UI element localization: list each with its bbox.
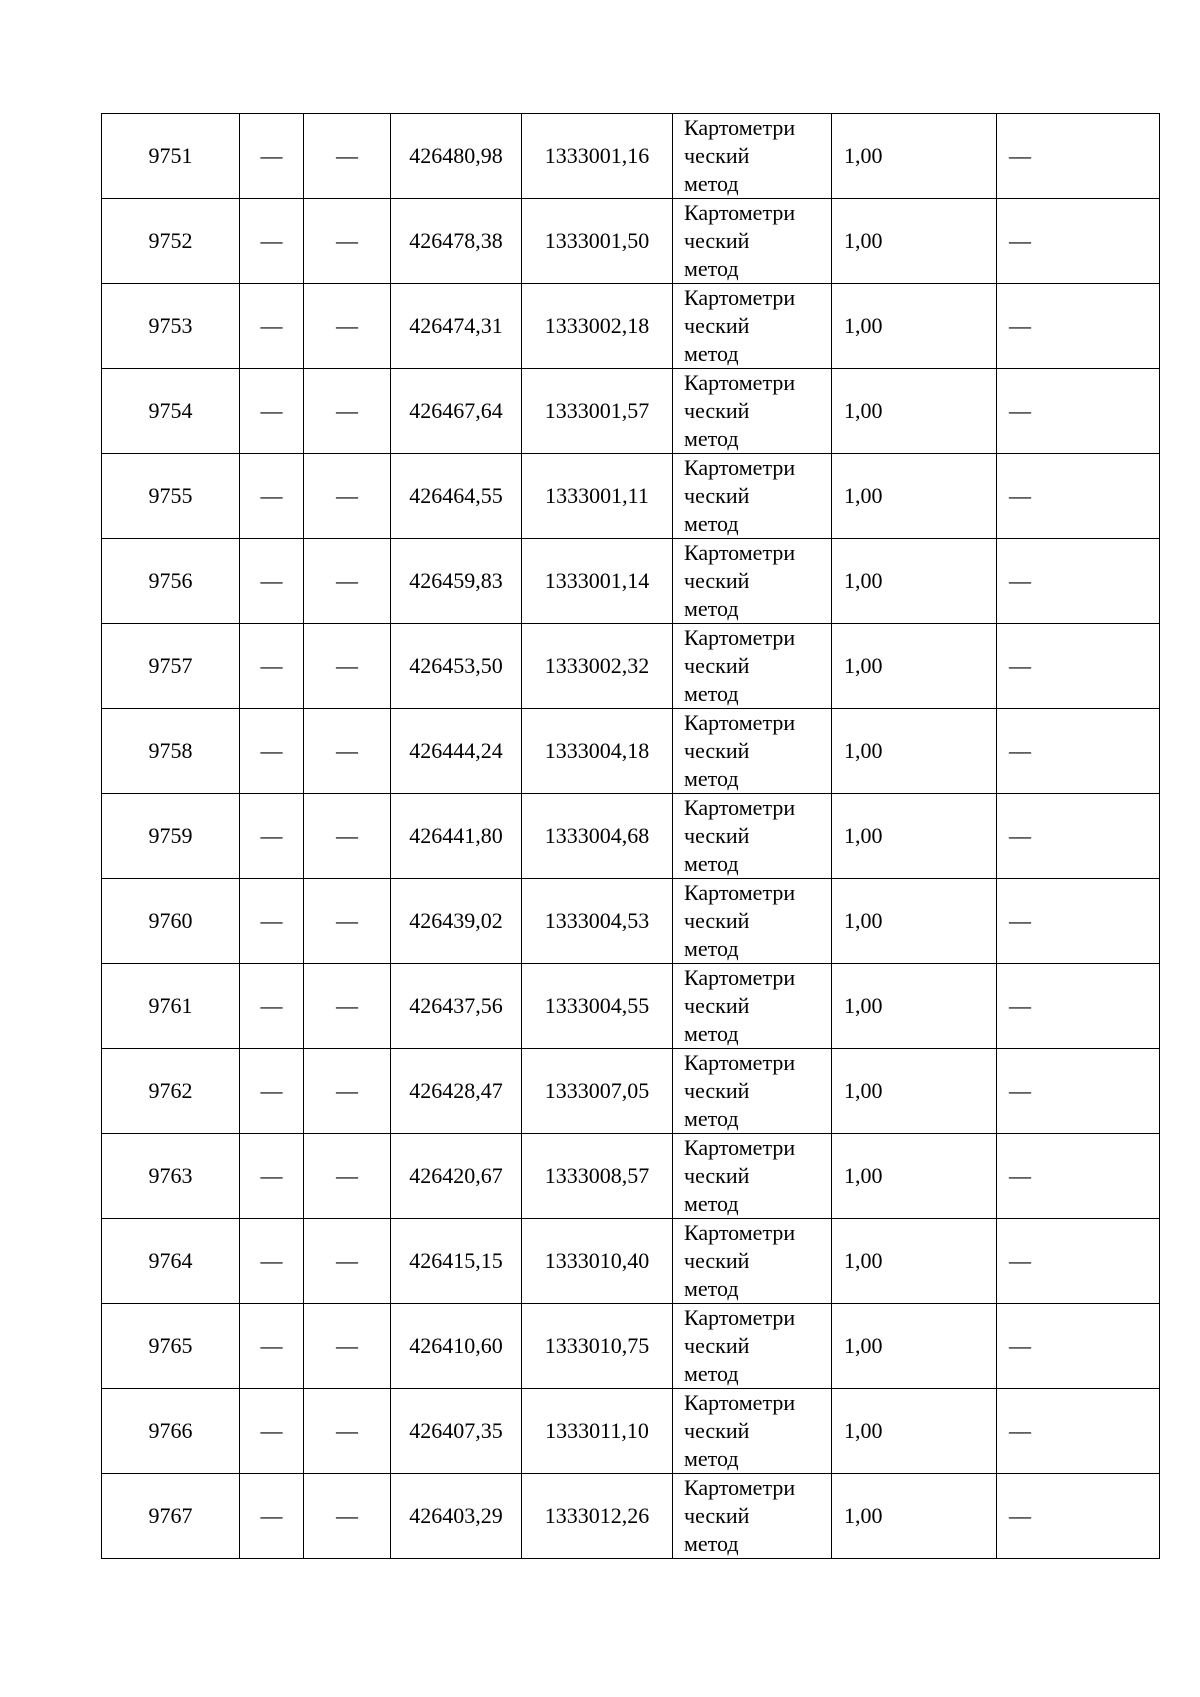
method-text-line: метод [684,1276,739,1301]
empty-value-cell: — [304,879,391,964]
point-number-cell: 9766 [102,1389,240,1474]
point-number-cell: 9763 [102,1134,240,1219]
empty-value-cell: — [304,539,391,624]
point-number-cell: 9761 [102,964,240,1049]
method-cell [673,1134,832,1219]
y-coordinate-cell: 1333002,18 [522,284,673,369]
method-text-line: Картометри [684,1305,796,1330]
x-coordinate-cell: 426444,24 [391,709,522,794]
empty-value-cell: — [997,879,1160,964]
method-text-line: ческий [684,143,750,168]
empty-value-cell: — [997,1049,1160,1134]
accuracy-cell: 1,00 [832,794,997,879]
method-cell [673,794,832,879]
accuracy-cell: 1,00 [832,114,997,199]
method-text-line: Картометри [684,285,796,310]
method-cell [673,114,832,199]
empty-value-cell: — [304,709,391,794]
x-coordinate-cell: 426467,64 [391,369,522,454]
empty-value-cell: — [304,114,391,199]
x-coordinate-cell: 426410,60 [391,1304,522,1389]
table-body [102,114,1160,1559]
empty-value-cell: — [304,1134,391,1219]
y-coordinate-cell: 1333008,57 [522,1134,673,1219]
y-coordinate-cell: 1333004,55 [522,964,673,1049]
accuracy-cell: 1,00 [832,1389,997,1474]
empty-value-cell: — [997,1389,1160,1474]
empty-value-cell: — [304,1474,391,1559]
y-coordinate-cell: 1333010,75 [522,1304,673,1389]
method-text-line: Картометри [684,455,796,480]
method-text-line: ческий [684,1078,750,1103]
point-number-cell: 9758 [102,709,240,794]
table-row [102,199,1160,284]
empty-value-cell: — [997,624,1160,709]
accuracy-cell: 1,00 [832,879,997,964]
table-row [102,454,1160,539]
method-text-line: ческий [684,1418,750,1443]
y-coordinate-cell: 1333001,16 [522,114,673,199]
table-row [102,284,1160,369]
x-coordinate-cell: 426415,15 [391,1219,522,1304]
method-cell [673,1389,832,1474]
point-number-cell: 9753 [102,284,240,369]
x-coordinate-cell: 426453,50 [391,624,522,709]
method-text-line: метод [684,256,739,281]
method-text-line: Картометри [684,370,796,395]
empty-value-cell: — [240,1134,304,1219]
point-number-cell: 9757 [102,624,240,709]
point-number-cell: 9767 [102,1474,240,1559]
method-cell [673,879,832,964]
empty-value-cell: — [240,1219,304,1304]
empty-value-cell: — [997,199,1160,284]
y-coordinate-cell: 1333001,50 [522,199,673,284]
method-text-line: ческий [684,1333,750,1358]
method-text-line: ческий [684,228,750,253]
method-text-line: метод [684,426,739,451]
empty-value-cell: — [240,1474,304,1559]
empty-value-cell: — [240,1304,304,1389]
x-coordinate-cell: 426439,02 [391,879,522,964]
method-cell [673,1219,832,1304]
table-row [102,539,1160,624]
empty-value-cell: — [997,539,1160,624]
method-text-line: Картометри [684,1050,796,1075]
empty-value-cell: — [997,709,1160,794]
empty-value-cell: — [997,284,1160,369]
table-row [102,879,1160,964]
empty-value-cell: — [997,1219,1160,1304]
method-text-line: Картометри [684,540,796,565]
x-coordinate-cell: 426403,29 [391,1474,522,1559]
empty-value-cell: — [304,1389,391,1474]
method-cell [673,539,832,624]
empty-value-cell: — [997,1474,1160,1559]
accuracy-cell: 1,00 [832,199,997,284]
table-row [102,114,1160,199]
accuracy-cell: 1,00 [832,964,997,1049]
y-coordinate-cell: 1333012,26 [522,1474,673,1559]
method-text-line: Картометри [684,115,796,140]
x-coordinate-cell: 426407,35 [391,1389,522,1474]
empty-value-cell: — [240,964,304,1049]
x-coordinate-cell: 426420,67 [391,1134,522,1219]
empty-value-cell: — [304,1049,391,1134]
method-cell [673,1049,832,1134]
table-row [102,709,1160,794]
table-row [102,1219,1160,1304]
table-row [102,1304,1160,1389]
empty-value-cell: — [997,369,1160,454]
empty-value-cell: — [304,624,391,709]
point-number-cell: 9754 [102,369,240,454]
empty-value-cell: — [304,284,391,369]
accuracy-cell: 1,00 [832,369,997,454]
empty-value-cell: — [240,709,304,794]
accuracy-cell: 1,00 [832,1219,997,1304]
y-coordinate-cell: 1333011,10 [522,1389,673,1474]
method-text-line: ческий [684,908,750,933]
accuracy-cell: 1,00 [832,709,997,794]
accuracy-cell: 1,00 [832,539,997,624]
y-coordinate-cell: 1333007,05 [522,1049,673,1134]
method-text-line: метод [684,1531,739,1556]
empty-value-cell: — [240,284,304,369]
point-number-cell: 9764 [102,1219,240,1304]
empty-value-cell: — [304,199,391,284]
y-coordinate-cell: 1333001,14 [522,539,673,624]
method-text-line: ческий [684,313,750,338]
method-text-line: метод [684,596,739,621]
x-coordinate-cell: 426474,31 [391,284,522,369]
coordinates-table [101,113,1160,1559]
method-text-line: метод [684,1446,739,1471]
method-text-line: Картометри [684,625,796,650]
method-text-line: ческий [684,1503,750,1528]
method-text-line: метод [684,1361,739,1386]
table-row [102,1389,1160,1474]
empty-value-cell: — [304,1219,391,1304]
y-coordinate-cell: 1333001,57 [522,369,673,454]
method-text-line: Картометри [684,1135,796,1160]
empty-value-cell: — [240,369,304,454]
empty-value-cell: — [240,1049,304,1134]
empty-value-cell: — [240,199,304,284]
point-number-cell: 9759 [102,794,240,879]
method-cell [673,624,832,709]
empty-value-cell: — [304,794,391,879]
method-text-line: Картометри [684,710,796,735]
accuracy-cell: 1,00 [832,1304,997,1389]
method-cell [673,1474,832,1559]
method-text-line: ческий [684,823,750,848]
empty-value-cell: — [240,454,304,539]
empty-value-cell: — [997,1134,1160,1219]
x-coordinate-cell: 426480,98 [391,114,522,199]
x-coordinate-cell: 426437,56 [391,964,522,1049]
table-row [102,794,1160,879]
method-text-line: метод [684,851,739,876]
method-text-line: ческий [684,738,750,763]
method-text-line: ческий [684,993,750,1018]
empty-value-cell: — [997,794,1160,879]
table-row [102,1474,1160,1559]
point-number-cell: 9751 [102,114,240,199]
point-number-cell: 9765 [102,1304,240,1389]
method-text-line: ческий [684,1163,750,1188]
method-text-line: Картометри [684,200,796,225]
table-row [102,624,1160,709]
empty-value-cell: — [240,114,304,199]
method-text-line: метод [684,1106,739,1131]
x-coordinate-cell: 426459,83 [391,539,522,624]
table-row [102,1134,1160,1219]
method-cell [673,369,832,454]
accuracy-cell: 1,00 [832,454,997,539]
point-number-cell: 9762 [102,1049,240,1134]
empty-value-cell: — [240,794,304,879]
method-cell [673,1304,832,1389]
point-number-cell: 9755 [102,454,240,539]
y-coordinate-cell: 1333004,68 [522,794,673,879]
empty-value-cell: — [240,624,304,709]
method-text-line: ческий [684,568,750,593]
method-cell [673,454,832,539]
method-text-line: ческий [684,653,750,678]
method-text-line: метод [684,511,739,536]
method-cell [673,964,832,1049]
accuracy-cell: 1,00 [832,624,997,709]
x-coordinate-cell: 426478,38 [391,199,522,284]
method-text-line: метод [684,936,739,961]
accuracy-cell: 1,00 [832,1049,997,1134]
method-text-line: Картометри [684,1390,796,1415]
accuracy-cell: 1,00 [832,1474,997,1559]
y-coordinate-cell: 1333004,53 [522,879,673,964]
x-coordinate-cell: 426441,80 [391,794,522,879]
x-coordinate-cell: 426464,55 [391,454,522,539]
method-text-line: ческий [684,483,750,508]
empty-value-cell: — [997,114,1160,199]
empty-value-cell: — [304,454,391,539]
method-text-line: ческий [684,1248,750,1273]
empty-value-cell: — [304,369,391,454]
method-text-line: ческий [684,398,750,423]
method-cell [673,284,832,369]
method-text-line: Картометри [684,880,796,905]
empty-value-cell: — [304,964,391,1049]
point-number-cell: 9752 [102,199,240,284]
method-text-line: метод [684,171,739,196]
method-text-line: метод [684,1191,739,1216]
accuracy-cell: 1,00 [832,284,997,369]
point-number-cell: 9760 [102,879,240,964]
method-text-line: Картометри [684,795,796,820]
empty-value-cell: — [304,1304,391,1389]
empty-value-cell: — [240,539,304,624]
method-text-line: Картометри [684,1220,796,1245]
method-text-line: Картометри [684,1475,796,1500]
empty-value-cell: — [997,454,1160,539]
table-row [102,964,1160,1049]
table-row [102,1049,1160,1134]
point-number-cell: 9756 [102,539,240,624]
y-coordinate-cell: 1333010,40 [522,1219,673,1304]
empty-value-cell: — [997,1304,1160,1389]
accuracy-cell: 1,00 [832,1134,997,1219]
method-text-line: метод [684,766,739,791]
method-cell [673,709,832,794]
method-text-line: метод [684,1021,739,1046]
empty-value-cell: — [240,879,304,964]
empty-value-cell: — [240,1389,304,1474]
y-coordinate-cell: 1333001,11 [522,454,673,539]
y-coordinate-cell: 1333002,32 [522,624,673,709]
empty-value-cell: — [997,964,1160,1049]
x-coordinate-cell: 426428,47 [391,1049,522,1134]
method-text-line: метод [684,341,739,366]
method-text-line: метод [684,681,739,706]
method-text-line: Картометри [684,965,796,990]
y-coordinate-cell: 1333004,18 [522,709,673,794]
table-row [102,369,1160,454]
method-cell [673,199,832,284]
